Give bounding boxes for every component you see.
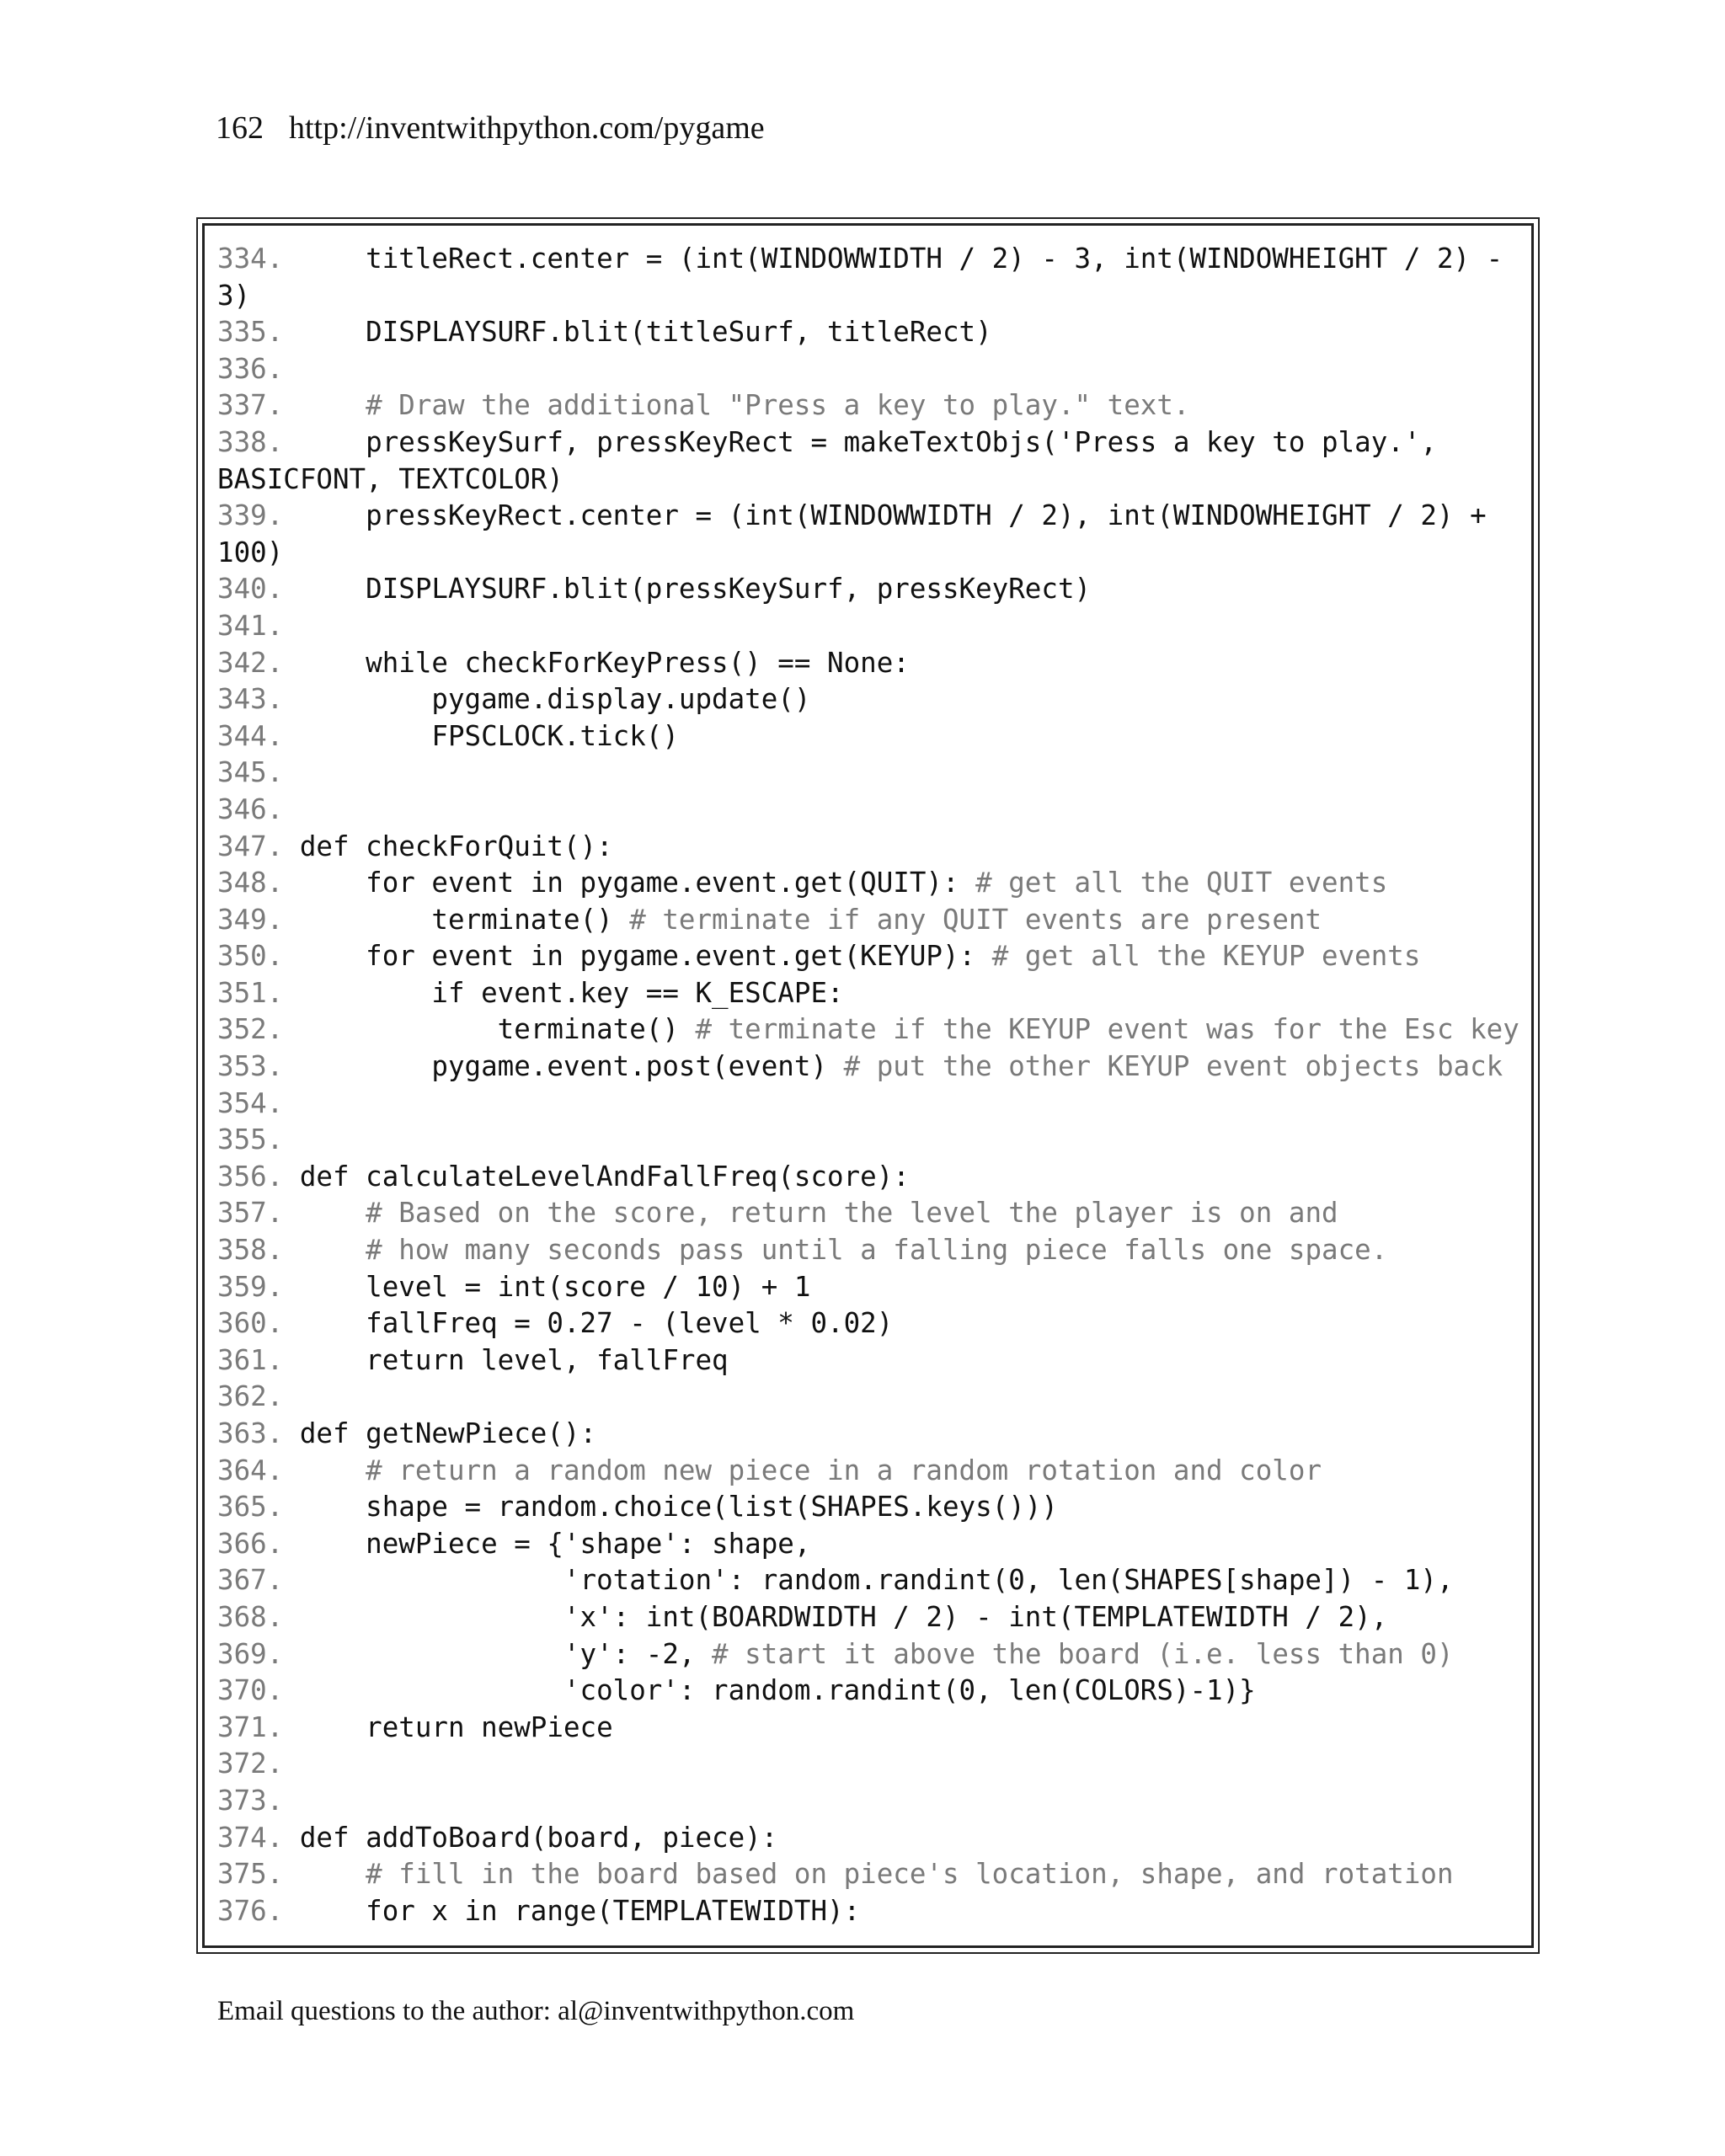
code-indent bbox=[300, 904, 432, 936]
code-line bbox=[217, 1489, 1531, 1526]
line-number: 356. bbox=[217, 1160, 284, 1193]
code-indent bbox=[300, 1491, 366, 1523]
code-comment: # return a random new piece in a random rotation and color bbox=[366, 1454, 1322, 1486]
line-number: 357. bbox=[217, 1197, 284, 1230]
code-text: for event in pygame.event.get(KEYUP): bbox=[366, 940, 992, 973]
code-line bbox=[217, 387, 1531, 424]
code-text: def getNewPiece(): bbox=[299, 1417, 597, 1449]
code-indent bbox=[300, 1454, 366, 1486]
line-number: 340. bbox=[217, 573, 284, 606]
line-number: 349. bbox=[217, 903, 284, 936]
code-indent bbox=[300, 867, 366, 899]
code-text: pressKeyRect.center = (int(WINDOWWIDTH / 2), int(WINDOWHEIGHT / 2) + bbox=[366, 499, 1487, 532]
code-text: pygame.display.update() bbox=[431, 683, 811, 716]
code-comment: # Based on the score, return the level the player is on and bbox=[366, 1197, 1338, 1230]
page-number: 162 bbox=[216, 110, 264, 146]
header-url: http://inventwithpython.com/pygame bbox=[289, 110, 765, 146]
code-line bbox=[217, 1710, 1531, 1747]
code-text: pygame.event.post(event) bbox=[431, 1050, 844, 1083]
code-comment: # get all the KEYUP events bbox=[991, 940, 1421, 973]
code-line bbox=[217, 498, 1531, 535]
line-number: 362. bbox=[217, 1380, 284, 1413]
code-indent bbox=[300, 1638, 563, 1670]
code-line bbox=[217, 535, 1531, 572]
code-indent bbox=[300, 573, 366, 605]
code-indent bbox=[300, 1711, 366, 1743]
code-line bbox=[217, 718, 1531, 755]
code-text: FPSCLOCK.tick() bbox=[431, 719, 679, 752]
code-comment: # terminate if the KEYUP event was for the Esc key bbox=[695, 1013, 1519, 1046]
code-indent bbox=[300, 720, 432, 752]
line-number: 374. bbox=[217, 1821, 284, 1854]
code-line bbox=[217, 755, 1531, 792]
code-indent bbox=[300, 1674, 563, 1706]
code-comment: # terminate if any QUIT events are present bbox=[629, 903, 1322, 936]
code-line bbox=[217, 975, 1531, 1012]
line-number: 368. bbox=[217, 1600, 284, 1633]
code-line bbox=[217, 1342, 1531, 1380]
line-number: 347. bbox=[217, 830, 284, 862]
line-number: 371. bbox=[217, 1710, 284, 1743]
code-text: for x in range(TEMPLATEWIDTH): bbox=[366, 1894, 861, 1927]
code-indent bbox=[300, 1307, 366, 1339]
code-line bbox=[217, 865, 1531, 902]
code-text: return level, fallFreq bbox=[366, 1343, 729, 1376]
code-line bbox=[217, 608, 1531, 645]
line-number: 354. bbox=[217, 1086, 284, 1119]
code-line bbox=[217, 1232, 1531, 1269]
code-text: while checkForKeyPress() == None: bbox=[366, 646, 910, 679]
code-line bbox=[217, 1122, 1531, 1159]
line-number: 337. bbox=[217, 389, 284, 422]
code-line bbox=[217, 1195, 1531, 1232]
line-number: 366. bbox=[217, 1527, 284, 1560]
code-indent bbox=[300, 647, 366, 679]
line-number: 339. bbox=[217, 499, 284, 532]
code-text: 3) bbox=[217, 279, 251, 312]
code-text: 'x': int(BOARDWIDTH / 2) - int(TEMPLATEWIDTH / 2), bbox=[563, 1600, 1388, 1633]
code-indent bbox=[300, 316, 366, 348]
code-text: DISPLAYSURF.blit(pressKeySurf, pressKeyRect) bbox=[366, 573, 1092, 606]
code-text: 'rotation': random.randint(0, len(SHAPES[shape]) - 1), bbox=[563, 1564, 1454, 1597]
code-indent bbox=[300, 1197, 366, 1229]
code-line bbox=[217, 1599, 1531, 1636]
line-number: 360. bbox=[217, 1307, 284, 1340]
code-indent bbox=[300, 1895, 366, 1927]
line-number: 364. bbox=[217, 1454, 284, 1486]
code-line bbox=[217, 1379, 1531, 1416]
code-text: DISPLAYSURF.blit(titleSurf, titleRect) bbox=[366, 316, 992, 349]
line-number: 353. bbox=[217, 1050, 284, 1083]
code-line bbox=[217, 1783, 1531, 1820]
code-line bbox=[217, 1086, 1531, 1123]
code-line bbox=[217, 241, 1531, 278]
line-number: 335. bbox=[217, 316, 284, 349]
code-line bbox=[217, 1636, 1531, 1673]
code-text: pressKeySurf, pressKeyRect = makeTextObjs('Press a key to play.', bbox=[366, 425, 1437, 458]
line-number: 372. bbox=[217, 1748, 284, 1780]
code-text: titleRect.center = (int(WINDOWWIDTH / 2) - 3, int(WINDOWHEIGHT / 2) - bbox=[366, 243, 1503, 275]
code-line bbox=[217, 1049, 1531, 1086]
code-indent bbox=[300, 1050, 432, 1082]
line-number: 370. bbox=[217, 1674, 284, 1707]
code-text: def addToBoard(board, piece): bbox=[299, 1821, 778, 1854]
code-indent bbox=[300, 1271, 366, 1303]
code-line bbox=[217, 1820, 1531, 1857]
code-line bbox=[217, 1416, 1531, 1453]
code-line bbox=[217, 1453, 1531, 1490]
line-number: 375. bbox=[217, 1858, 284, 1891]
code-indent bbox=[300, 683, 432, 715]
line-number: 361. bbox=[217, 1343, 284, 1376]
code-comment: # start it above the board (i.e. less than 0) bbox=[712, 1637, 1454, 1670]
code-line bbox=[217, 278, 1531, 315]
line-number: 342. bbox=[217, 646, 284, 679]
code-indent bbox=[300, 1564, 563, 1596]
code-indent bbox=[300, 977, 432, 1009]
code-text: fallFreq = 0.27 - (level * 0.02) bbox=[366, 1307, 894, 1340]
code-line bbox=[217, 1746, 1531, 1783]
code-line bbox=[217, 1269, 1531, 1306]
line-number: 345. bbox=[217, 756, 284, 789]
line-number: 359. bbox=[217, 1270, 284, 1303]
code-indent bbox=[300, 1528, 366, 1560]
line-number: 365. bbox=[217, 1491, 284, 1524]
line-number: 352. bbox=[217, 1013, 284, 1046]
line-number: 369. bbox=[217, 1637, 284, 1670]
line-number: 363. bbox=[217, 1417, 284, 1449]
code-text: BASICFONT, TEXTCOLOR) bbox=[217, 462, 563, 495]
code-text: def calculateLevelAndFallFreq(score): bbox=[299, 1160, 910, 1193]
line-number: 336. bbox=[217, 352, 284, 385]
code-text: 'y': -2, bbox=[563, 1637, 713, 1670]
code-indent bbox=[300, 940, 366, 972]
code-text: terminate() bbox=[497, 1013, 696, 1046]
code-line bbox=[217, 792, 1531, 829]
code-text: newPiece = {'shape': shape, bbox=[366, 1527, 811, 1560]
line-number: 355. bbox=[217, 1123, 284, 1156]
code-listing bbox=[217, 241, 1531, 1929]
line-number: 344. bbox=[217, 719, 284, 752]
line-number: 348. bbox=[217, 867, 284, 899]
line-number: 350. bbox=[217, 940, 284, 973]
code-text: for event in pygame.event.get(QUIT): bbox=[366, 867, 976, 899]
code-line bbox=[217, 1562, 1531, 1599]
code-line bbox=[217, 681, 1531, 718]
code-line bbox=[217, 902, 1531, 939]
code-indent bbox=[300, 243, 366, 275]
code-indent bbox=[300, 426, 366, 458]
line-number: 351. bbox=[217, 976, 284, 1009]
code-line bbox=[217, 645, 1531, 682]
line-number: 343. bbox=[217, 683, 284, 716]
code-indent bbox=[300, 1858, 366, 1890]
code-comment: # fill in the board based on piece's location, shape, and rotation bbox=[366, 1858, 1454, 1891]
code-line bbox=[217, 829, 1531, 866]
code-line bbox=[217, 1305, 1531, 1342]
code-indent bbox=[300, 1344, 366, 1376]
page-header bbox=[216, 108, 765, 148]
code-line bbox=[217, 462, 1531, 499]
code-indent bbox=[300, 499, 366, 531]
page-footer: Email questions to the author: al@inventwithpython.com bbox=[217, 1996, 855, 2026]
line-number: 367. bbox=[217, 1564, 284, 1597]
code-indent bbox=[300, 1601, 563, 1633]
code-text: level = int(score / 10) + 1 bbox=[366, 1270, 811, 1303]
code-comment: # put the other KEYUP event objects back bbox=[843, 1050, 1503, 1083]
code-text: 100) bbox=[217, 536, 284, 568]
code-line bbox=[217, 938, 1531, 975]
code-line bbox=[217, 1159, 1531, 1196]
code-text: def checkForQuit(): bbox=[299, 830, 613, 862]
line-number: 373. bbox=[217, 1784, 284, 1817]
line-number: 338. bbox=[217, 425, 284, 458]
code-line bbox=[217, 1893, 1531, 1930]
code-line bbox=[217, 314, 1531, 351]
code-line bbox=[217, 351, 1531, 388]
code-line bbox=[217, 424, 1531, 462]
code-line bbox=[217, 1673, 1531, 1710]
line-number: 341. bbox=[217, 609, 284, 642]
code-indent bbox=[300, 1234, 366, 1266]
line-number: 346. bbox=[217, 792, 284, 825]
line-number: 334. bbox=[217, 243, 284, 275]
code-text: 'color': random.randint(0, len(COLORS)-1)} bbox=[563, 1674, 1256, 1707]
code-line bbox=[217, 1856, 1531, 1893]
code-comment: # how many seconds pass until a falling piece falls one space. bbox=[366, 1234, 1388, 1267]
code-indent bbox=[300, 389, 366, 421]
code-text: shape = random.choice(list(SHAPES.keys())) bbox=[366, 1491, 1058, 1524]
code-text: return newPiece bbox=[366, 1710, 613, 1743]
code-text: if event.key == K_ESCAPE: bbox=[431, 976, 844, 1009]
code-indent bbox=[300, 1013, 498, 1045]
code-line bbox=[217, 1011, 1531, 1049]
code-line bbox=[217, 571, 1531, 608]
code-line bbox=[217, 1526, 1531, 1563]
line-number: 358. bbox=[217, 1234, 284, 1267]
code-comment: # Draw the additional "Press a key to play." text. bbox=[366, 389, 1190, 422]
code-text: terminate() bbox=[431, 903, 630, 936]
line-number: 376. bbox=[217, 1894, 284, 1927]
code-comment: # get all the QUIT events bbox=[975, 867, 1388, 899]
